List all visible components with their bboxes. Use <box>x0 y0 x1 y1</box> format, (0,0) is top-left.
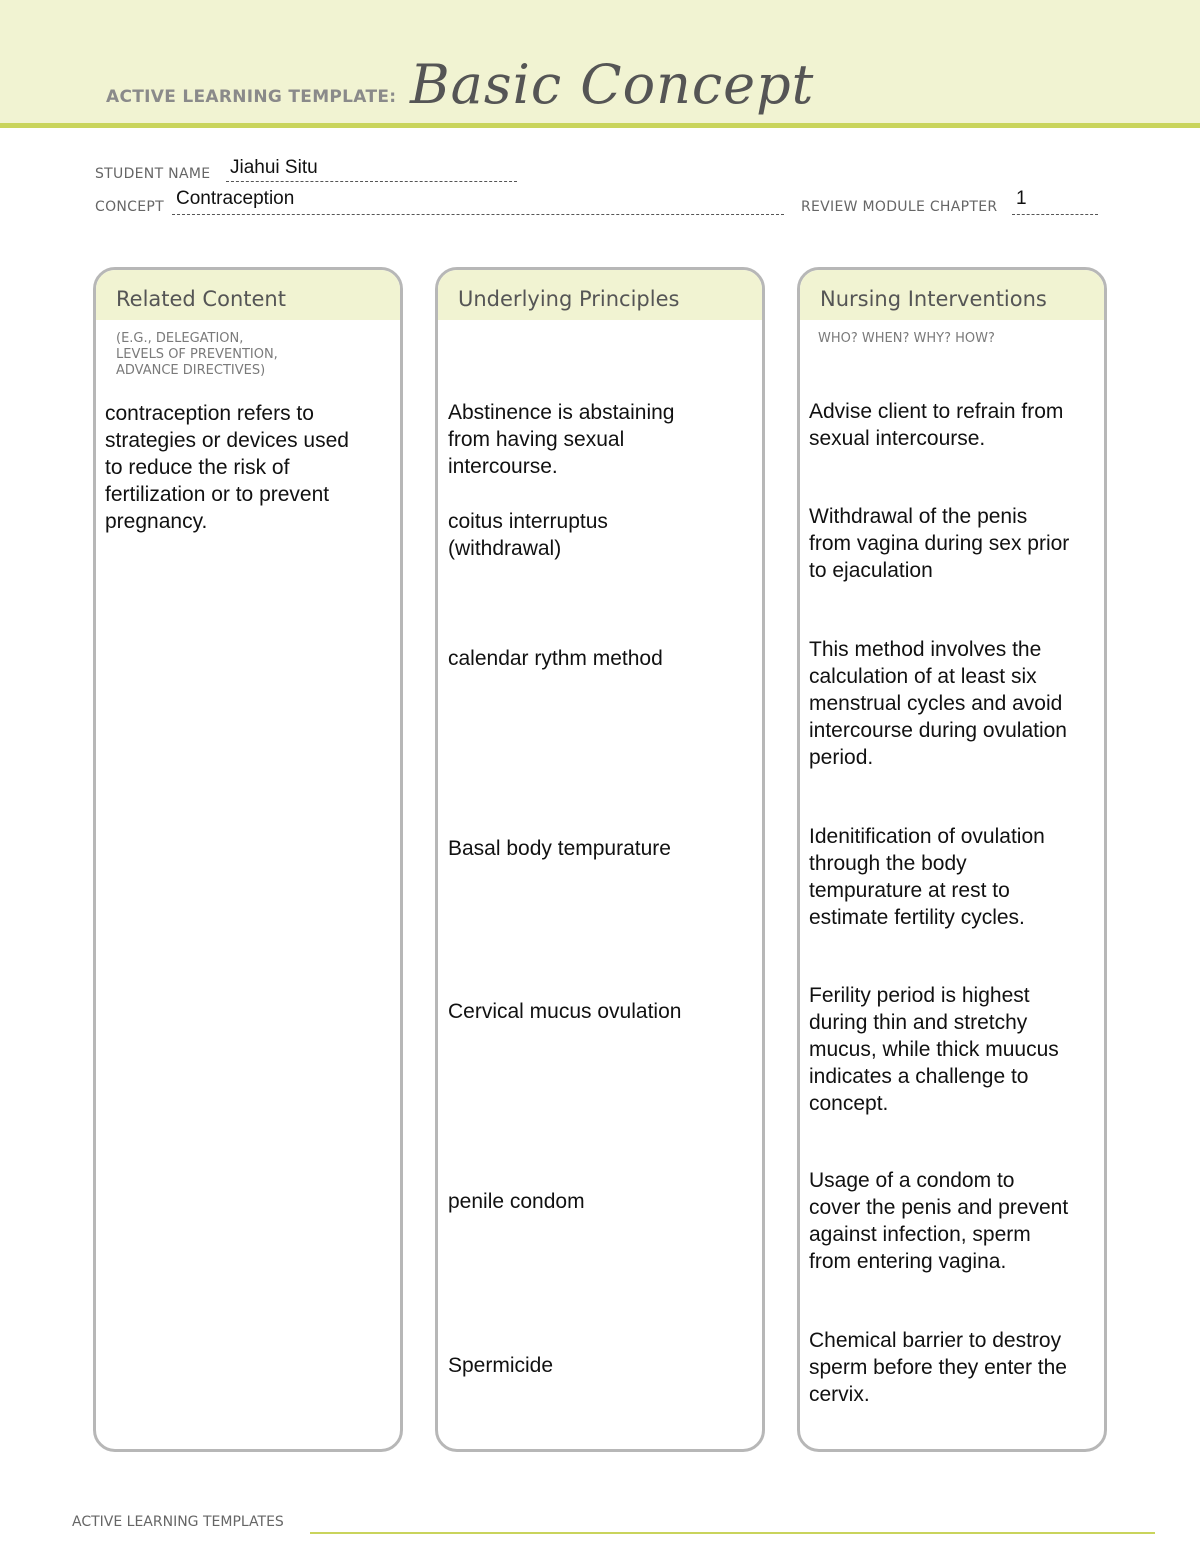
intervention-item[interactable]: Chemical barrier to destroy sperm before they enter the cervix. <box>809 1329 1067 1406</box>
review-chapter-field[interactable]: 1 <box>1016 188 1027 209</box>
nursing-interventions-title: Nursing Interventions <box>800 270 1104 320</box>
principle-item[interactable]: Cervical mucus ovulation <box>448 1000 682 1023</box>
student-name-label: STUDENT NAME <box>95 166 211 182</box>
student-name-field[interactable]: Jiahui Situ <box>230 157 318 178</box>
nursing-interventions-panel <box>797 267 1107 1452</box>
intervention-item[interactable]: This method involves the calculation of at least six menstrual cycles and avoid intercourse during ovulation period. <box>809 638 1067 769</box>
principle-item[interactable]: coitus interruptus (withdrawal) <box>448 510 608 560</box>
nursing-interventions-subtitle: WHO? WHEN? WHY? HOW? <box>818 331 995 346</box>
principle-item[interactable]: Basal body tempurature <box>448 837 671 860</box>
concept-field[interactable]: Contraception <box>176 188 295 209</box>
review-chapter-line <box>1012 214 1098 215</box>
intervention-item[interactable]: Idenitification of ovulation through the body tempurature at rest to estimate fertility cycles. <box>809 825 1045 929</box>
concept-line <box>172 214 784 215</box>
underlying-principles-title: Underlying Principles <box>438 270 762 320</box>
intervention-item[interactable]: Ferility period is highest during thin and stretchy mucus, while thick muucus indicates a challenge to concept. <box>809 984 1059 1115</box>
intervention-item[interactable]: Advise client to refrain from sexual intercourse. <box>809 400 1064 450</box>
concept-label: CONCEPT <box>95 199 164 215</box>
related-content-text[interactable]: contraception refers to strategies or devices used to reduce the risk of fertilization or to prevent pregnancy. <box>105 402 349 533</box>
related-content-panel <box>93 267 403 1452</box>
review-chapter-label: REVIEW MODULE CHAPTER <box>801 199 998 215</box>
principle-item[interactable]: Abstinence is abstaining from having sexual intercourse. <box>448 401 675 478</box>
intervention-item[interactable]: Usage of a condom to cover the penis and prevent against infection, sperm from entering vagina. <box>809 1169 1069 1273</box>
principle-item[interactable]: penile condom <box>448 1190 585 1213</box>
related-content-subtitle: (E.G., DELEGATION, LEVELS OF PREVENTION, ADVANCE DIRECTIVES) <box>116 331 278 378</box>
header-divider <box>0 123 1200 128</box>
footer-divider <box>310 1532 1155 1534</box>
template-label: ACTIVE LEARNING TEMPLATE: <box>106 87 397 107</box>
related-content-title: Related Content <box>96 270 400 320</box>
intervention-item[interactable]: Withdrawal of the penis from vagina during sex prior to ejaculation <box>809 505 1070 582</box>
underlying-principles-panel <box>435 267 765 1452</box>
principle-item[interactable]: calendar rythm method <box>448 647 663 670</box>
template-title: Basic Concept <box>410 53 815 116</box>
student-name-line <box>226 181 517 182</box>
principle-item[interactable]: Spermicide <box>448 1354 554 1377</box>
footer-label: ACTIVE LEARNING TEMPLATES <box>72 1514 284 1530</box>
